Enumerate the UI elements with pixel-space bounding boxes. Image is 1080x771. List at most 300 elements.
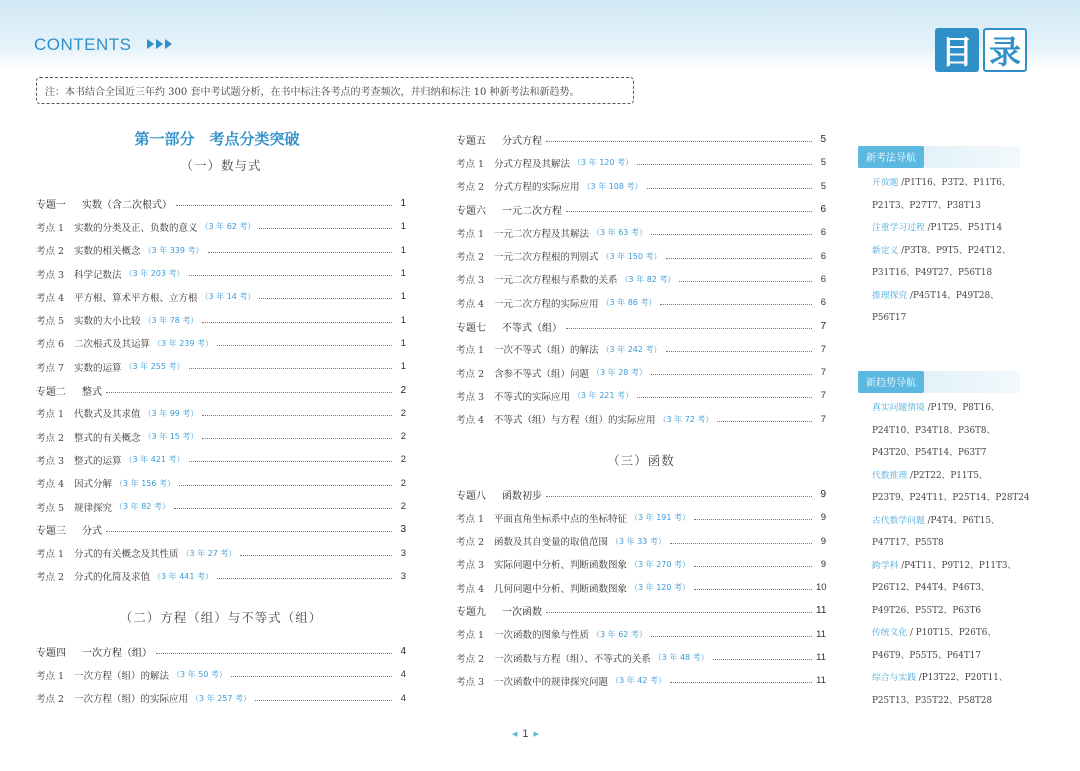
row-label: 考点 1: [456, 630, 485, 642]
row-title: 一元二次方程根与系数的关系: [494, 275, 618, 287]
row-label: 专题八: [456, 491, 486, 502]
nav-refs: /P4T4、P6T15、: [924, 515, 1000, 526]
page-number: [512, 728, 539, 740]
row-page: 9: [820, 558, 826, 570]
nav-refs: /P1T9、P8T16、: [924, 403, 1000, 413]
arrow-icon: [165, 39, 172, 49]
right-arrow-icon: ▶: [533, 731, 539, 738]
nav-refs: P21T3、P27T7、P38T13: [872, 200, 981, 211]
row-frequency: （3 年 42 考）: [611, 676, 666, 686]
toc-topic-row: [456, 314, 826, 337]
new-trends-nav: [858, 371, 1030, 712]
toc-point-row: [36, 541, 406, 564]
nav-lines: [858, 397, 1030, 712]
row-label: 考点 1: [456, 513, 485, 525]
row-title: 代数式及其求值: [74, 409, 141, 421]
arrow-icon: [156, 39, 163, 49]
nav-badge: 新考法导航: [858, 146, 924, 168]
nav-line: [858, 262, 1018, 285]
nav-category: 真实问题情境: [872, 403, 925, 413]
row-label: 专题七: [456, 322, 486, 334]
row-title: 因式分解: [74, 479, 113, 491]
leader-dots: [106, 531, 392, 532]
nav-refs: P26T12、P44T4、P46T3、: [872, 583, 990, 593]
nav-line: [858, 667, 1018, 690]
row-title: 平面直角坐标系中点的坐标特征: [494, 513, 628, 525]
row-label: 专题三: [36, 526, 66, 538]
arrow-icon: [147, 39, 154, 49]
row-page: 2: [400, 407, 406, 419]
nav-line: [858, 240, 1018, 263]
row-page: 7: [820, 367, 826, 379]
row-page: 6: [820, 297, 826, 309]
leader-dots: [208, 252, 392, 253]
row-title: 一次函数的图象与性质: [494, 630, 590, 642]
row-label: 考点 2: [36, 694, 65, 706]
toc-point-row: [456, 576, 826, 599]
leader-dots: [174, 508, 392, 509]
row-frequency: （3 年 108 考）: [582, 181, 643, 191]
badge-wrap: [858, 371, 1020, 393]
leader-dots: [713, 659, 812, 660]
toc-point-row: [456, 529, 826, 552]
row-page: 4: [400, 692, 406, 704]
toc-point-row: [456, 221, 826, 244]
row-title: 规律探究: [74, 502, 113, 514]
row-label: 考点 2: [456, 537, 485, 549]
nav-refs: P31T16、P49T27、P56T18: [872, 268, 993, 278]
nav-line: [858, 600, 1018, 623]
row-title: 整式的运算: [74, 455, 122, 467]
row-title: 分式的有关概念及其性质: [74, 549, 179, 561]
leader-dots: [202, 438, 392, 439]
leader-dots: [179, 485, 392, 486]
toc-point-row: [456, 291, 826, 314]
row-title: 分式方程的实际应用: [494, 182, 580, 194]
toc-point-row: [456, 646, 826, 669]
row-label: 考点 7: [36, 362, 65, 374]
row-page: 7: [820, 320, 826, 332]
row-page: 6: [820, 227, 826, 239]
row-frequency: （3 年 63 考）: [592, 228, 647, 238]
leader-dots: [231, 676, 392, 677]
leader-dots: [217, 578, 392, 579]
leader-dots: [546, 496, 812, 497]
toc-point-row: [456, 268, 826, 291]
row-title: 一元二次方程根的判别式: [494, 252, 599, 264]
row-page: 5: [820, 180, 826, 192]
toc-point-row: [456, 553, 826, 576]
nav-badge: 新趋势导航: [858, 371, 924, 393]
leader-dots: [106, 392, 392, 393]
toc-point-row: [36, 262, 406, 285]
toc-point-row: [456, 669, 826, 692]
row-label: 专题二: [36, 386, 66, 398]
row-title: 一次函数: [502, 607, 542, 619]
row-label: 考点 3: [456, 560, 485, 572]
row-frequency: （3 年 239 考）: [153, 338, 214, 348]
nav-refs: /P13T22、P20T11、: [916, 673, 1008, 683]
nav-refs: P46T9、P55T5、P64T17: [872, 650, 981, 661]
toc-topic-row: [36, 518, 406, 541]
toc-list: [36, 192, 406, 588]
row-label: 考点 2: [456, 368, 485, 380]
leader-dots: [637, 164, 812, 165]
row-label: 考点 1: [36, 670, 65, 682]
title-char-2: 录: [983, 28, 1027, 72]
row-title: 函数初步: [502, 491, 542, 502]
contents-label: CONTENTS: [34, 35, 132, 54]
row-title: 一次方程（组）的实际应用: [74, 694, 189, 706]
new-methods-nav: [858, 146, 1018, 330]
row-frequency: （3 年 221 考）: [573, 391, 634, 401]
row-title: 实数的运算: [74, 362, 122, 374]
row-frequency: （3 年 120 考）: [630, 583, 691, 593]
row-title: 平方根、算术平方根、立方根: [74, 292, 198, 304]
row-label: 考点 2: [36, 572, 65, 584]
toc-point-row: [456, 623, 826, 646]
badge-wrap: [858, 146, 1020, 168]
row-title: 分式的化简及求值: [74, 572, 151, 584]
nav-line: [858, 217, 1018, 240]
row-title: 实数的相关概念: [74, 246, 141, 258]
leader-dots: [694, 589, 812, 590]
row-frequency: （3 年 203 考）: [124, 269, 185, 279]
row-label: 考点 2: [456, 182, 485, 194]
section-heading: （一）数与式: [180, 158, 262, 173]
row-frequency: （3 年 156 考）: [115, 478, 176, 488]
leader-dots: [189, 275, 392, 276]
nav-category: 代数推理: [872, 470, 908, 481]
row-frequency: （3 年 82 考）: [620, 274, 676, 284]
leader-dots: [217, 345, 392, 346]
row-title: 一次方程（组）的解法: [74, 670, 170, 682]
row-page: 2: [400, 384, 406, 396]
row-page: 3: [400, 547, 406, 559]
toc-point-row: [456, 384, 826, 407]
toc-topic-row: [36, 640, 406, 663]
nav-line: [858, 622, 1018, 645]
row-frequency: （3 年 120 考）: [573, 158, 634, 168]
row-label: 考点 1: [36, 409, 65, 421]
nav-lines: [858, 172, 1018, 330]
row-title: 实际问题中分析、判断函数图象: [494, 560, 628, 572]
toc-point-row: [456, 151, 826, 174]
row-frequency: （3 年 270 考）: [630, 559, 691, 569]
toc-topic-row: [36, 378, 406, 401]
row-label: 专题四: [36, 648, 66, 660]
row-page: 4: [400, 646, 406, 658]
row-frequency: （3 年 99 考）: [143, 408, 199, 418]
leader-dots: [647, 188, 812, 189]
row-page: 2: [400, 454, 406, 466]
leader-dots: [255, 700, 392, 701]
row-page: 9: [820, 512, 826, 524]
nav-line: [858, 645, 1018, 668]
toc-point-row: [36, 308, 406, 331]
row-frequency: （3 年 50 考）: [172, 670, 227, 680]
row-title: 整式: [82, 386, 102, 398]
toc-list: [456, 483, 826, 693]
row-title: 不等式（组）: [502, 322, 562, 334]
row-frequency: （3 年 72 考）: [658, 414, 714, 424]
row-label: 考点 5: [36, 502, 65, 514]
leader-dots: [694, 519, 812, 520]
row-frequency: （3 年 150 考）: [601, 251, 662, 261]
row-label: 考点 4: [36, 292, 65, 304]
row-page: 11: [816, 675, 826, 687]
toc-left-column: [36, 128, 406, 710]
nav-category: 传统文化: [872, 628, 908, 638]
row-frequency: （3 年 441 考）: [153, 571, 214, 581]
toc-point-row: [36, 448, 406, 471]
nav-line: [858, 487, 1030, 510]
row-label: 专题九: [456, 607, 486, 619]
leader-dots: [666, 258, 812, 259]
row-page: 6: [820, 250, 826, 262]
part-heading: 第一部分 考点分类突破: [134, 130, 300, 148]
toc-point-row: [456, 338, 826, 361]
row-frequency: （3 年 242 考）: [601, 344, 662, 354]
leader-dots: [240, 555, 392, 556]
toc-list: [456, 128, 826, 431]
leader-dots: [694, 566, 812, 567]
row-label: 考点 1: [456, 228, 485, 240]
row-page: 1: [400, 268, 406, 280]
toc-point-row: [456, 244, 826, 267]
row-label: 考点 3: [36, 269, 65, 281]
toc-topic-row: [456, 198, 826, 221]
toc-point-row: [36, 495, 406, 518]
row-title: 一次函数与方程（组）、不等式的关系: [494, 653, 651, 665]
page-number-value: 1: [522, 728, 529, 740]
nav-refs: /P1T16、P3T2、P11T6、: [898, 178, 1011, 188]
row-frequency: （3 年 421 考）: [124, 455, 185, 465]
row-frequency: （3 年 339 考）: [143, 245, 204, 255]
nav-line: [858, 172, 1018, 195]
row-page: 7: [820, 390, 826, 402]
leader-dots: [666, 351, 812, 352]
toc-point-row: [456, 506, 826, 529]
row-page: 1: [400, 198, 406, 210]
leader-dots: [259, 228, 392, 229]
nav-line: [858, 307, 1018, 330]
toc-point-row: [36, 239, 406, 262]
row-frequency: （3 年 257 考）: [191, 693, 252, 703]
row-label: 考点 3: [36, 455, 65, 467]
row-page: 1: [400, 314, 406, 326]
row-label: 考点 4: [456, 415, 485, 427]
row-page: 7: [820, 343, 826, 355]
nav-refs: /P3T8、P9T5、P24T12、: [898, 245, 1011, 256]
row-page: 1: [400, 221, 406, 233]
row-label: 考点 1: [456, 345, 485, 357]
toc-point-row: [456, 175, 826, 198]
nav-line: [858, 397, 1018, 420]
row-title: 不等式（组）与方程（组）的实际应用: [494, 415, 656, 427]
nav-category: 古代数学问题: [872, 515, 925, 526]
row-label: 考点 2: [456, 252, 485, 264]
toc-point-row: [36, 355, 406, 378]
toc-point-row: [36, 425, 406, 448]
row-frequency: （3 年 27 考）: [181, 548, 237, 558]
row-page: 9: [820, 489, 826, 500]
row-label: 考点 3: [456, 275, 485, 287]
toc-topic-row: [456, 128, 826, 151]
row-page: 11: [816, 605, 827, 617]
nav-refs: /P2T22、P11T5、: [907, 470, 988, 481]
toc-point-row: [456, 361, 826, 384]
nav-category: 跨学科: [872, 560, 899, 571]
row-title: 科学记数法: [74, 269, 122, 281]
row-title: 分式方程: [502, 136, 542, 148]
row-page: 2: [400, 501, 406, 512]
arrows-icon: [147, 39, 172, 49]
row-label: 专题五: [456, 136, 486, 148]
row-title: 整式的有关概念: [74, 432, 141, 444]
leader-dots: [651, 636, 812, 637]
nav-category: 注重学习过程: [872, 223, 925, 233]
row-page: 4: [400, 669, 406, 681]
row-frequency: （3 年 191 考）: [630, 513, 691, 523]
row-frequency: （3 年 78 考）: [143, 315, 199, 325]
row-frequency: （3 年 48 考）: [653, 653, 709, 663]
row-label: 考点 2: [36, 432, 65, 444]
leader-dots: [566, 211, 812, 212]
row-page: 2: [400, 431, 406, 443]
row-page: 6: [820, 273, 826, 285]
page-title: [935, 28, 1027, 72]
row-title: 含参不等式（组）问题: [494, 368, 590, 380]
row-page: 5: [820, 157, 826, 169]
row-title: 一次不等式（组）的解法: [494, 345, 599, 357]
nav-line: [858, 577, 1018, 600]
toc-point-row: [36, 215, 406, 238]
row-label: 考点 2: [456, 653, 485, 665]
nav-refs: P56T17: [872, 313, 907, 323]
row-title: 一元二次方程: [502, 206, 562, 218]
row-page: 1: [400, 291, 406, 303]
nav-line: [858, 690, 1018, 713]
toc-list: [36, 640, 406, 710]
row-page: 6: [820, 204, 826, 216]
nav-line: [858, 195, 1018, 218]
leader-dots: [670, 682, 812, 683]
nav-category: 推理探究: [872, 290, 908, 301]
row-title: 一元二次方程及其解法: [494, 228, 590, 240]
row-page: 1: [400, 244, 406, 256]
leader-dots: [566, 328, 812, 329]
header-band: [0, 0, 1080, 70]
leader-dots: [176, 205, 392, 206]
toc-middle-column: [456, 128, 826, 693]
leader-dots: [670, 543, 812, 544]
toc-point-row: [36, 402, 406, 425]
row-label: 考点 1: [456, 158, 485, 170]
leader-dots: [259, 298, 392, 299]
leader-dots: [202, 322, 392, 323]
toc-point-row: [36, 663, 406, 686]
nav-line: [858, 532, 1018, 555]
nav-refs: /P1T25、P51T14: [924, 223, 1003, 233]
nav-line: [858, 285, 1018, 308]
row-frequency: （3 年 28 考）: [592, 368, 647, 378]
row-page: 2: [400, 477, 406, 489]
nav-refs: P24T10、P34T18、P36T8、: [872, 425, 996, 436]
row-label: 考点 4: [36, 479, 65, 491]
toc-point-row: [456, 408, 826, 431]
row-frequency: （3 年 82 考）: [115, 502, 170, 511]
row-title: 一元二次方程的实际应用: [494, 298, 599, 310]
leader-dots: [546, 141, 812, 142]
section-heading: （二）方程（组）与不等式（组）: [119, 610, 323, 626]
row-title: 实数的大小比较: [74, 316, 141, 328]
leader-dots: [202, 415, 392, 416]
toc-point-row: [36, 285, 406, 308]
row-label: 考点 3: [456, 391, 485, 403]
nav-refs: P43T20、P54T14、P63T7: [872, 448, 987, 458]
nav-refs: / P10T15、P26T6、: [907, 628, 997, 638]
title-char-1: 目: [935, 28, 979, 72]
row-page: 3: [400, 570, 406, 582]
row-label: 考点 1: [36, 549, 65, 561]
row-page: 7: [820, 413, 826, 425]
nav-line: [858, 510, 1018, 533]
toc-topic-row: [36, 192, 406, 215]
row-title: 二次根式及其运算: [74, 339, 151, 351]
nav-refs: P47T17、P55T8: [872, 538, 944, 548]
leader-dots: [546, 612, 812, 613]
row-title: 不等式的实际应用: [494, 391, 571, 403]
row-frequency: （3 年 62 考）: [200, 222, 256, 232]
row-title: 实数的分类及正、负数的意义: [74, 222, 198, 234]
row-label: 考点 4: [456, 298, 485, 310]
row-page: 3: [400, 524, 406, 536]
row-title: 分式: [82, 526, 102, 538]
row-title: 实数（含二次根式）: [82, 200, 172, 212]
row-frequency: （3 年 255 考）: [124, 362, 185, 372]
nav-line: [858, 420, 1018, 443]
row-label: 考点 3: [456, 676, 485, 688]
row-page: 9: [820, 535, 826, 547]
row-title: 几何问题中分析、判断函数图象: [494, 583, 628, 595]
leader-dots: [651, 234, 812, 235]
row-label: 考点 5: [36, 316, 65, 328]
row-frequency: （3 年 14 考）: [200, 292, 256, 302]
row-page: 10: [816, 582, 827, 594]
nav-line: [858, 465, 1018, 488]
leader-dots: [660, 304, 812, 305]
left-arrow-icon: ◀: [512, 731, 518, 738]
row-title: 一次方程（组）: [82, 648, 152, 660]
row-label: 考点 6: [36, 339, 65, 351]
toc-topic-row: [456, 483, 826, 506]
leader-dots: [637, 397, 812, 398]
toc-point-row: [36, 687, 406, 710]
nav-refs: P23T9、P24T11、P25T14、P28T24: [872, 493, 1030, 503]
row-frequency: （3 年 62 考）: [592, 629, 647, 639]
nav-line: [858, 442, 1018, 465]
row-title: 函数及其自变量的取值范围: [494, 537, 609, 549]
row-frequency: （3 年 33 考）: [611, 536, 666, 546]
nav-refs: P49T26、P55T2、P63T6: [872, 605, 981, 616]
leader-dots: [679, 281, 812, 282]
toc-topic-row: [456, 599, 826, 622]
row-frequency: （3 年 86 考）: [601, 298, 657, 308]
leader-dots: [156, 653, 392, 654]
row-page: 11: [816, 628, 826, 640]
nav-category: 新定义: [872, 245, 899, 256]
